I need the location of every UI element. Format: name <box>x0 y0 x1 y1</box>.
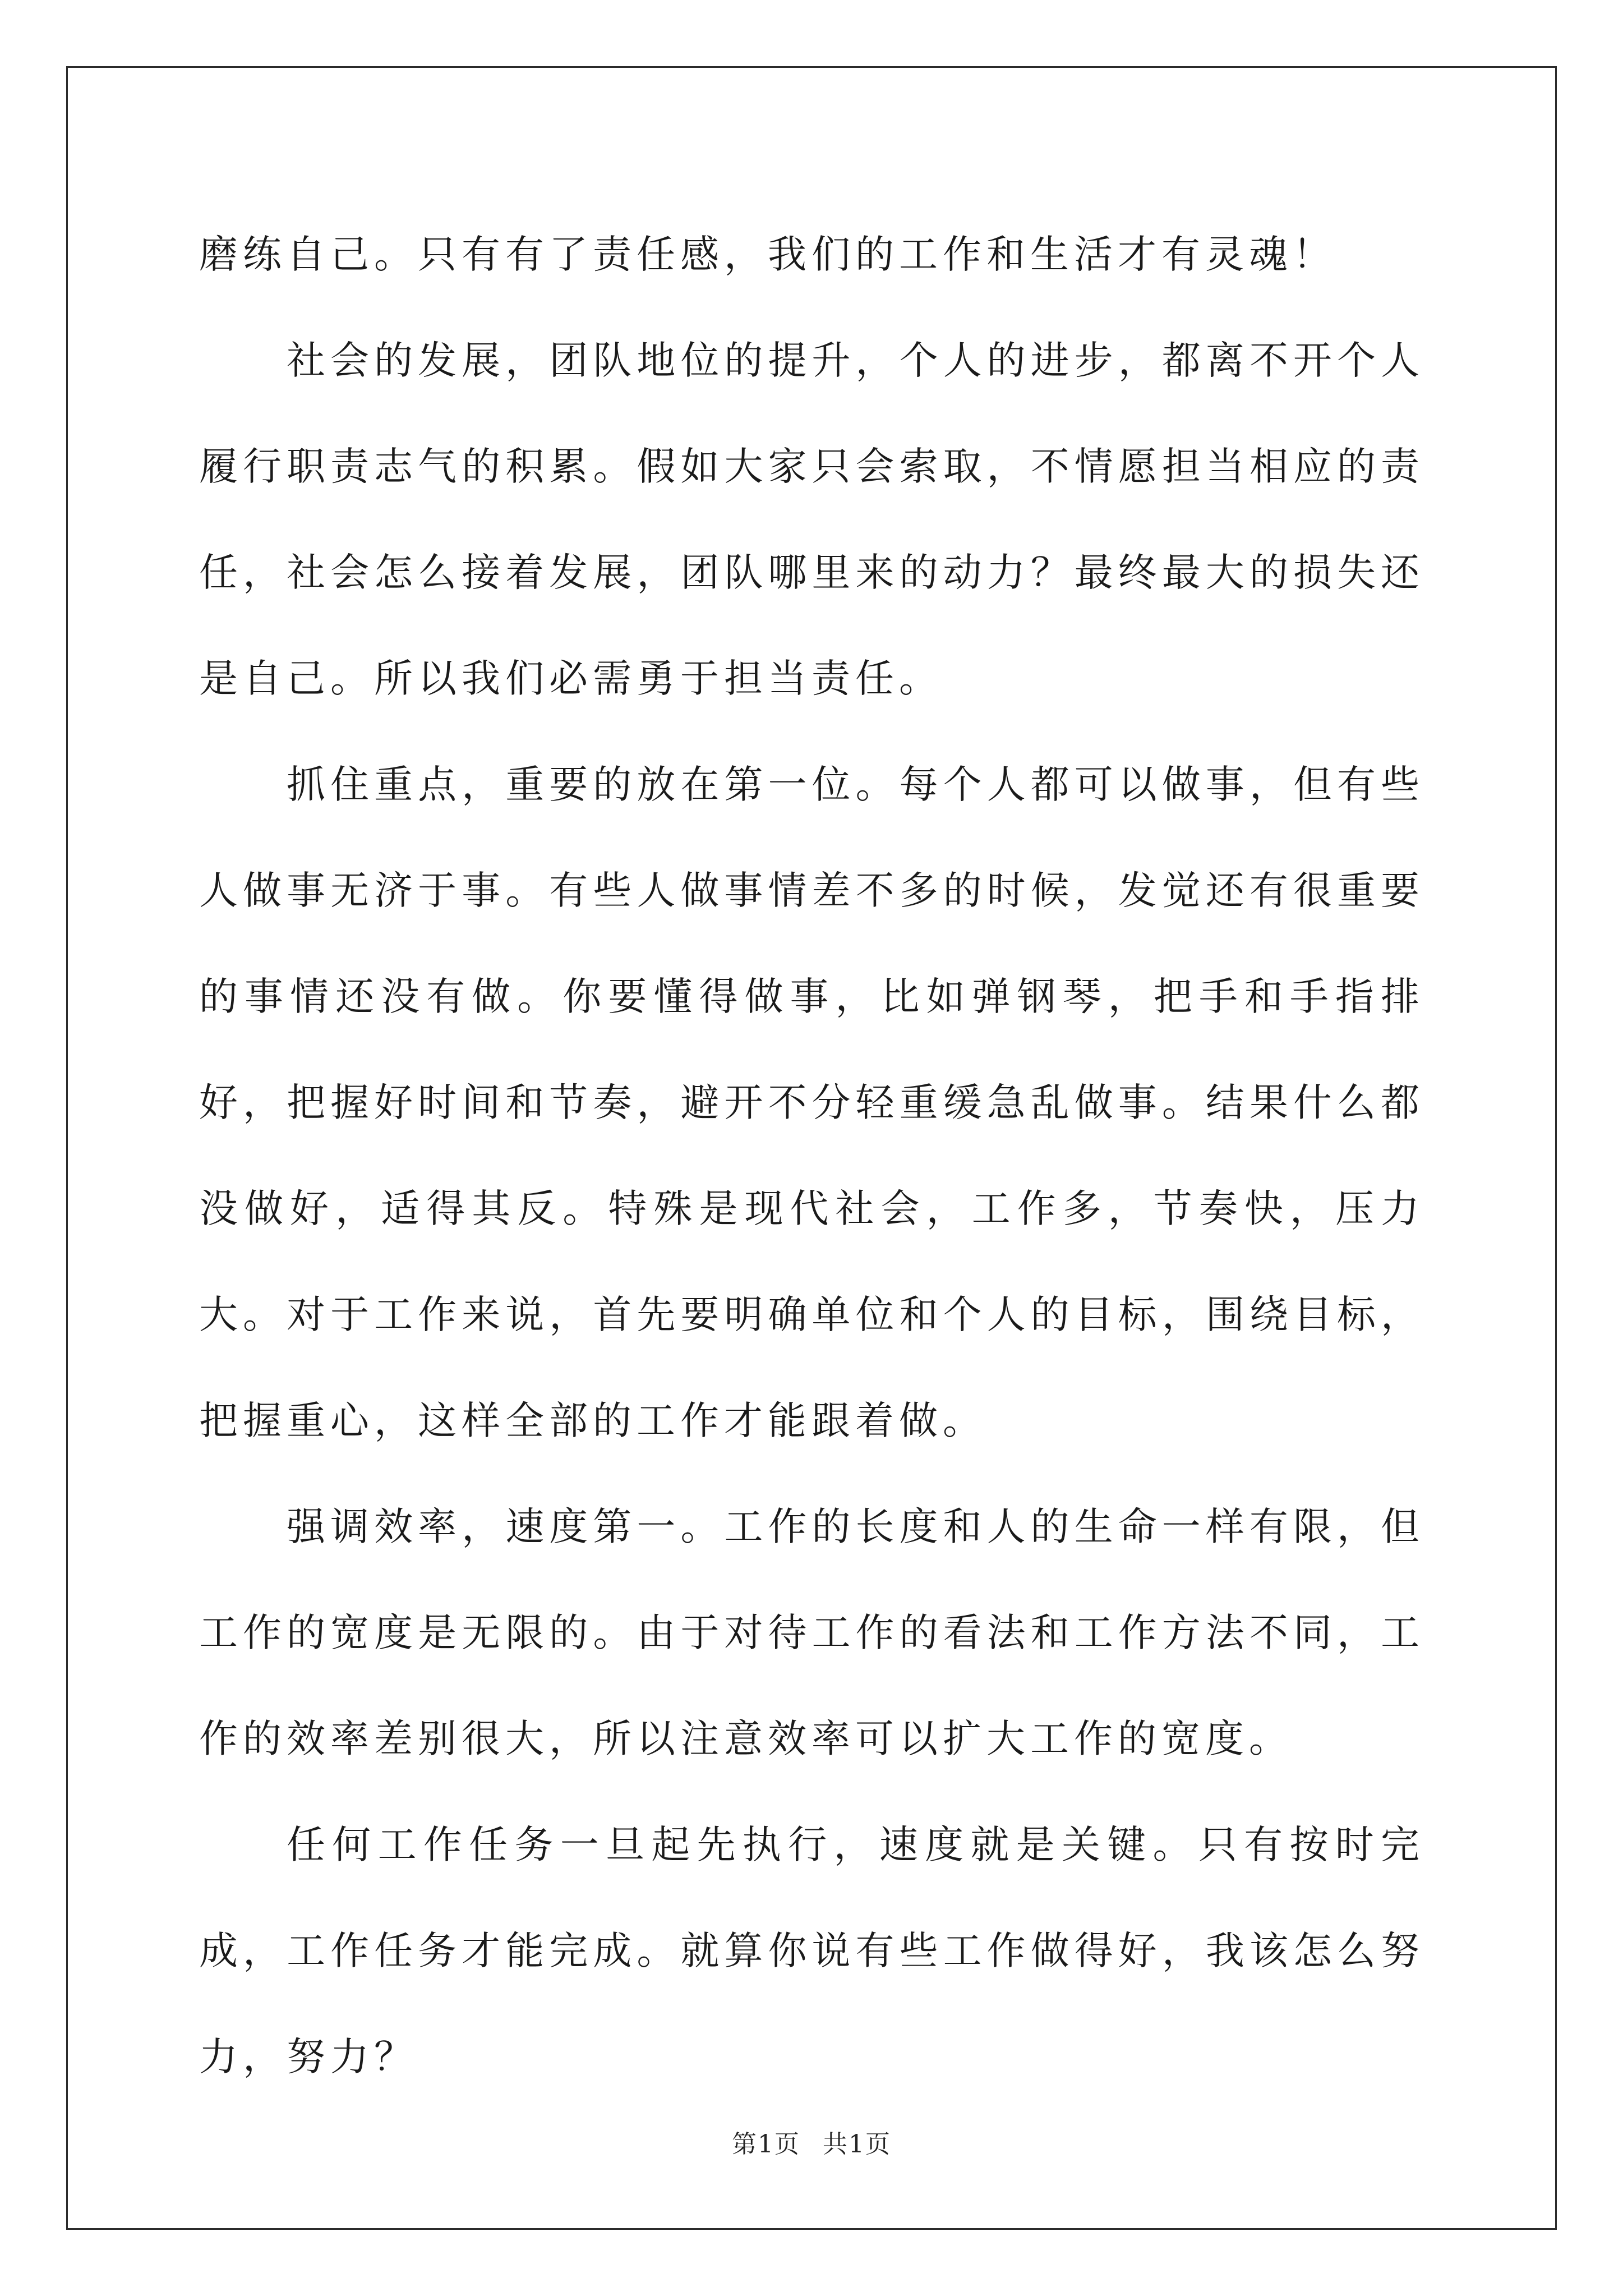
page-number-current: 第1页 <box>732 2130 800 2159</box>
paragraph-3: 抓住重点，重要的放在第一位。每个人都可以做事，但有些人做事无济于事。有些人做事情差不多的时候，发觉还有很重要的事情还没有做。你要懂得做事，比如弹钢琴，把手和手指排好，把握好时间和节奏，避开不分轻重缓急乱做事。结果什么都没做好，适得其反。特殊是现代社会，工作多，节奏快，压力大。对于工作来说，首先要明确单位和个人的目标，围绕目标，把握重心，这样全部的工作才能跟着做。 <box>199 762 1424 1443</box>
page-footer <box>0 2128 1623 2161</box>
paragraph-1: 磨练自己。只有有了责任感，我们的工作和生活才有灵魂！ <box>199 232 1336 277</box>
paragraph-2: 社会的发展，团队地位的提升，个人的进步，都离不开个人履行职责志气的积累。假如大家只会索取，不情愿担当相应的责任，社会怎么接着发展，团队哪里来的动力？最终最大的损失还是自己。所以我们必需勇于担当责任。 <box>199 338 1424 701</box>
page-number-total: 共1页 <box>823 2130 891 2159</box>
paragraph-5: 任何工作任务一旦起先执行，速度就是关键。只有按时完成，工作任务才能完成。就算你说有些工作做得好，我该怎么努力，努力？ <box>199 1823 1424 2079</box>
paragraph-4: 强调效率，速度第一。工作的长度和人的生命一样有限，但工作的宽度是无限的。由于对待工作的看法和工作方法不同，工作的效率差别很大，所以注意效率可以扩大工作的宽度。 <box>199 1504 1424 1761</box>
document-body <box>199 202 1424 2110</box>
